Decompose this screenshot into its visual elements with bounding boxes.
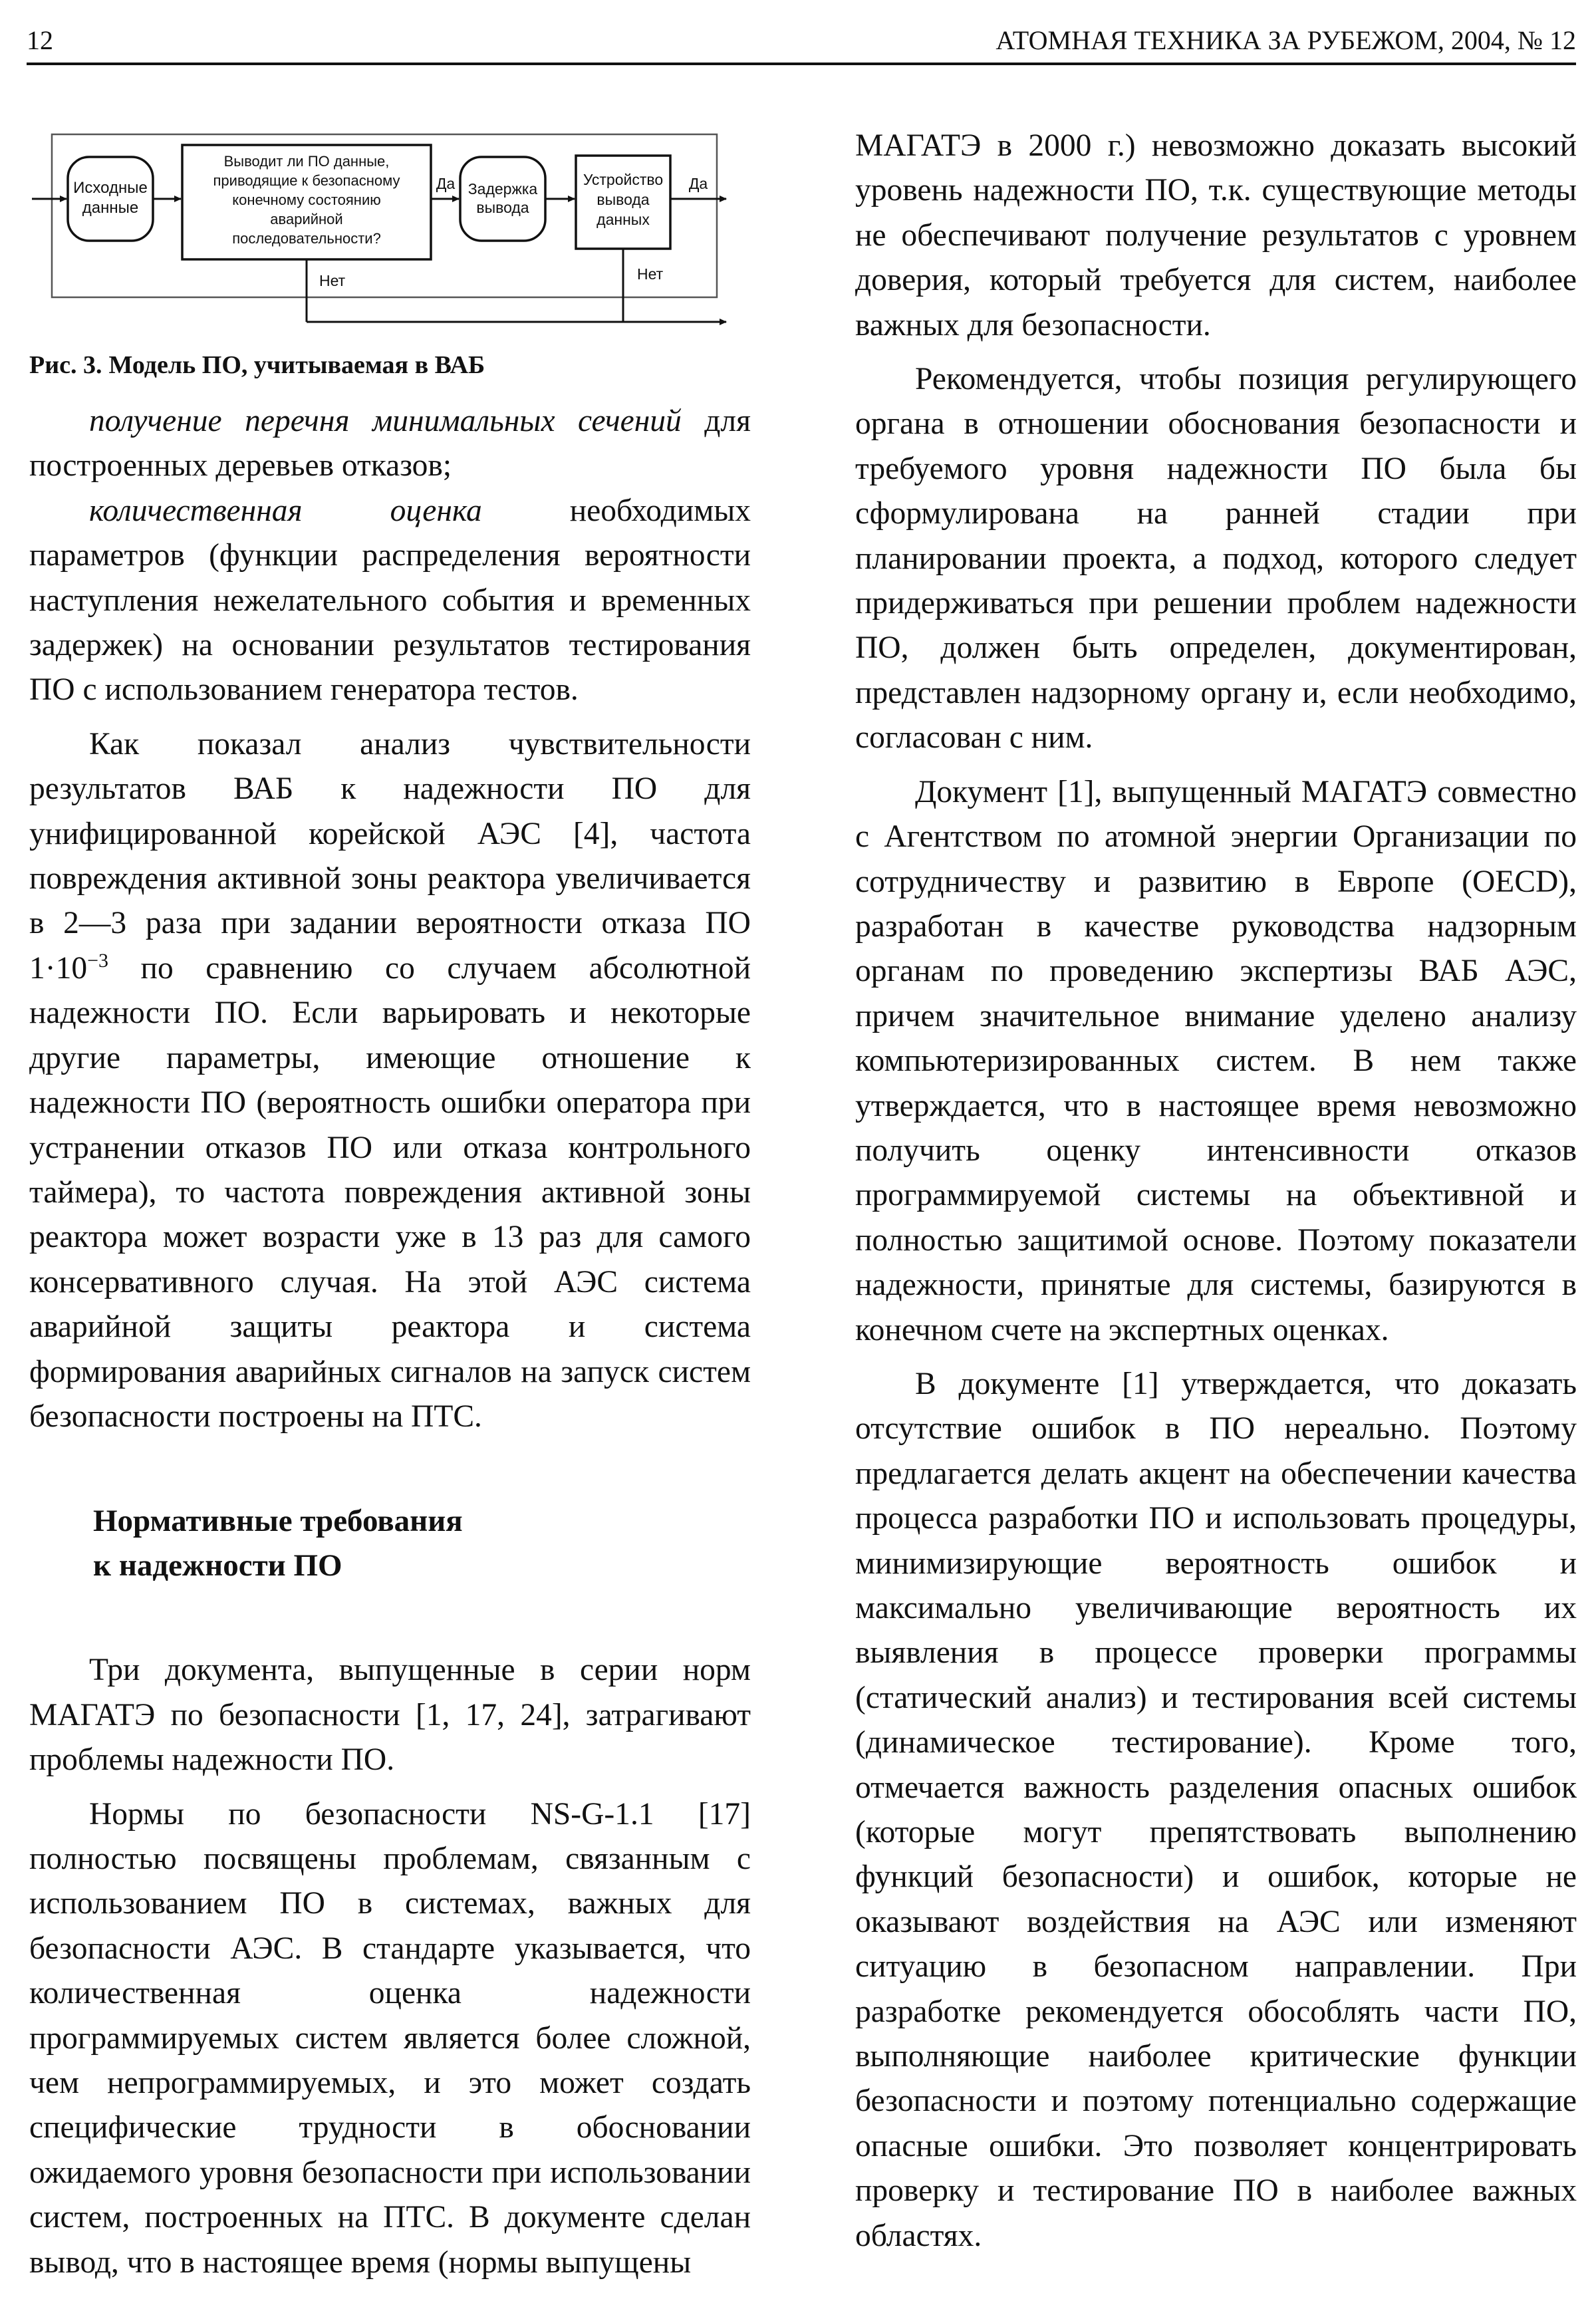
right-paragraph-2: Рекомендуется, чтобы позиция регулирующего органа в отношении обоснования безопасности и требуемого уровня надежности ПО была бы сформулирована на ранней стадии при планировании проекта, а подход, которого следует придерживаться при решении проблем надежности ПО, должен быть определен, документирован, представлен надзорному органу и, если необходимо, согласован с ним. bbox=[855, 362, 1577, 755]
left-column bbox=[29, 399, 751, 2285]
decision-line1: Выводит ли ПО данные, bbox=[223, 153, 390, 170]
page-number: 12 bbox=[27, 25, 53, 55]
figure-caption-label: Рис. 3. bbox=[29, 351, 102, 379]
right-paragraph-1: МАГАТЭ в 2000 г.) невозможно доказать высокий уровень надежности ПО, т.к. существующие методы не обеспечивают получение результатов с уровнем доверия, который требуется для систем, наиболее важных для безопасности. bbox=[855, 128, 1577, 342]
right-paragraph-3: Документ [1], выпущенный МАГАТЭ совместно с Агентством по атомной энергии Организации по сотрудничеству и развитию в Европе (OECD), разработан в качестве руководства надзорным органам по проведению экспертизы ВАБ АЭС, причем значительное внимание уделено анализу компьютеризированных систем. В нем также утверждается, что в настоящее время невозможно получить оценку интенсивности отказов программируемой системы на объективной и полностью защитимой основе. Поэтому показатели надежности, принятые для системы, базируются в конечном счете на экспертных оценках. bbox=[855, 774, 1577, 1347]
left-p2-text: необходимых параметров (функции распределения вероятности наступления нежелательного события и временных задержек) на основании результатов тестирования ПО с использованием генератора тестов. bbox=[29, 493, 751, 708]
no-label-decision: Нет bbox=[319, 272, 346, 289]
delay-box-line1: Задержка bbox=[467, 180, 538, 198]
italic-term-min-cuts: получение перечня минимальных сечений bbox=[89, 404, 682, 438]
figure-software-model bbox=[27, 120, 732, 346]
left-paragraph-2 bbox=[29, 489, 751, 713]
output-box-line1: Устройство bbox=[583, 171, 664, 188]
decision-line4: аварийной bbox=[270, 211, 343, 227]
left-paragraph-3 bbox=[29, 722, 751, 1440]
figure-caption bbox=[29, 349, 485, 381]
italic-term-quant-eval: количественная оценка bbox=[89, 493, 482, 528]
left-p3-text-b: по сравнению со случаем абсолютной надежности ПО. Если варьировать и некоторые другие параметры, имеющие отношение к надежности ПО (вероятность ошибки оператора при устранении отказов ПО или отказа контрольного таймера), то частота повреждения активной зоны реактора может возрасти уже в 13 раз для самого консервативного случая. На этой АЭС система аварийной защиты реактора и система формирования аварийных сигналов на запуск систем безопасности построены на ПТС. bbox=[29, 950, 751, 1434]
left-paragraph-5: Нормы по безопасности NS-G-1.1 [17] полностью посвящены проблемам, связанным с использованием ПО в системах, важных для безопасности АЭС. В стандарте указывается, что количественная оценка надежности программируемых систем является более сложной, чем непрограммируемых, и это может создать специфические трудности в обосновании ожидаемого уровня безопасности при использовании систем, построенных на ПТС. В документе сделан вывод, что в настоящее время (нормы выпущены bbox=[29, 1796, 751, 2280]
running-header: АТОМНАЯ ТЕХНИКА ЗА РУБЕЖОМ, 2004, № 12 bbox=[996, 25, 1576, 55]
figure-caption-text: Модель ПО, учитываемая в ВАБ bbox=[108, 351, 485, 379]
left-p3-text-a: Как показал анализ чувствительности результатов ВАБ к надежности ПО для унифицированной корейской АЭС [4], частота повреждения активной зоны реактора увеличивается в 2—3 раза при задании вероятности отказа ПО 1·10 bbox=[29, 726, 751, 986]
decision-line2: приводящие к безопасному bbox=[213, 172, 400, 189]
left-paragraph-4: Три документа, выпущенные в серии норм МАГАТЭ по безопасности [1, 17, 24], затрагивают проблемы надежности ПО. bbox=[29, 1653, 751, 1778]
input-box-line2: данные bbox=[82, 199, 139, 217]
right-column bbox=[855, 124, 1577, 2258]
section-heading-line1: Нормативные требования bbox=[93, 1504, 463, 1539]
left-p1-text: для построенных деревьев отказов; bbox=[29, 404, 751, 483]
section-heading bbox=[93, 1499, 751, 1588]
decision-line5: последовательности? bbox=[232, 230, 381, 247]
yes-label-decision: Да bbox=[436, 175, 456, 192]
yes-label-output: Да bbox=[688, 175, 708, 192]
output-box-line3: данных bbox=[597, 211, 650, 228]
input-box-line1: Исходные bbox=[73, 179, 148, 197]
decision-line3: конечному состоянию bbox=[232, 192, 381, 208]
delay-box-line2: вывода bbox=[476, 199, 529, 216]
right-paragraph-4: В документе [1] утверждается, что доказать отсутствие ошибок в ПО нереально. Поэтому предлагается делать акцент на обеспечении качества процесса разработки ПО и использовать процедуры, минимизирующие вероятность ошибок и максимально увеличивающие вероятность их выявления в процессе проверки программы (статический анализ) и тестирования всей системы (динамическое тестирование). Кроме того, отмечается важность разделения опасных ошибок (которые могут препятствовать выполнению функций безопасности) и ошибок, которые не оказывают воздействия на АЭС или изменяют ситуацию в безопасном направлении. При разработке рекомендуется обособлять части ПО, выполняющие наиболее критические функции безопасности и поэтому потенциально содержащие опасные ошибки. Это позволяет концентрировать проверку и тестирование ПО в наиболее важных областях. bbox=[855, 1366, 1577, 2253]
output-box-line2: вывода bbox=[597, 191, 650, 208]
section-heading-line2: к надежности ПО bbox=[93, 1548, 342, 1583]
exponent: −3 bbox=[87, 950, 108, 972]
no-label-output: Нет bbox=[637, 265, 664, 283]
header-rule bbox=[27, 63, 1576, 65]
left-paragraph-1 bbox=[29, 399, 751, 489]
